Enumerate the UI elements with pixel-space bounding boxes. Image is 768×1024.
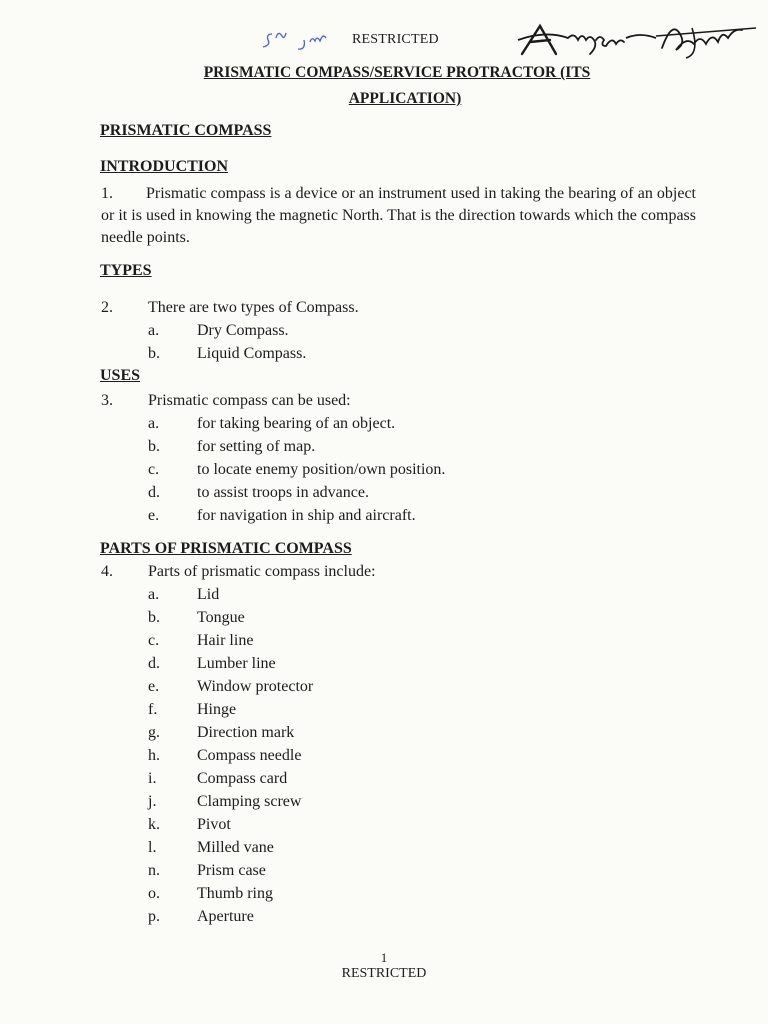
list-item: Pivot <box>197 816 231 833</box>
list-item: Dry Compass. <box>197 322 289 339</box>
list-item: Hair line <box>197 632 254 649</box>
list-item-letter: d. <box>148 484 160 501</box>
list-item-letter: p. <box>148 908 160 925</box>
list-item: Milled vane <box>197 839 274 856</box>
classification-header: RESTRICTED <box>352 32 439 47</box>
list-item-letter: e. <box>148 507 160 524</box>
parts-lead: Parts of prismatic compass include: <box>148 563 376 580</box>
list-item-letter: c. <box>148 632 160 649</box>
list-item-letter: a. <box>148 322 160 339</box>
list-item-letter: g. <box>148 724 160 741</box>
list-item: for setting of map. <box>197 438 316 455</box>
handwritten-annotation <box>262 24 342 54</box>
list-item-letter: d. <box>148 655 160 672</box>
list-item-letter: e. <box>148 678 160 695</box>
paragraph-number: 4. <box>101 563 113 580</box>
parts-heading: PARTS OF PRISMATIC COMPASS <box>100 540 352 557</box>
uses-heading: USES <box>100 367 141 384</box>
signature <box>516 18 766 68</box>
uses-lead: Prismatic compass can be used: <box>148 392 351 409</box>
list-item: Hinge <box>197 701 237 718</box>
list-item-letter: a. <box>148 586 160 603</box>
list-item-letter: f. <box>148 701 158 718</box>
list-item: Aperture <box>197 908 254 925</box>
list-item: to locate enemy position/own position. <box>197 461 446 478</box>
list-item-letter: b. <box>148 438 160 455</box>
list-item-letter: b. <box>148 609 160 626</box>
introduction-paragraph <box>101 183 696 249</box>
introduction-heading: INTRODUCTION <box>100 158 229 175</box>
list-item: Clamping screw <box>197 793 302 810</box>
list-item-letter: k. <box>148 816 160 833</box>
paragraph-number: 3. <box>101 392 113 409</box>
list-item: Thumb ring <box>197 885 273 902</box>
list-item: Liquid Compass. <box>197 345 307 362</box>
list-item: Compass needle <box>197 747 302 764</box>
document-title-line-2: APPLICATION) <box>348 90 462 107</box>
list-item-letter: o. <box>148 885 160 902</box>
list-item: Window protector <box>197 678 314 695</box>
list-item: for navigation in ship and aircraft. <box>197 507 416 524</box>
list-item: Direction mark <box>197 724 295 741</box>
list-item: Tongue <box>197 609 245 626</box>
list-item: Lid <box>197 586 220 603</box>
section-heading: PRISMATIC COMPASS <box>100 122 272 139</box>
list-item-letter: c. <box>148 461 160 478</box>
list-item: Compass card <box>197 770 288 787</box>
list-item-letter: h. <box>148 747 160 764</box>
list-item: Lumber line <box>197 655 276 672</box>
page-number: 1 <box>380 950 388 965</box>
list-item: to assist troops in advance. <box>197 484 369 501</box>
types-lead: There are two types of Compass. <box>148 299 359 316</box>
paragraph-number: 2. <box>101 299 113 316</box>
list-item: for taking bearing of an object. <box>197 415 396 432</box>
types-heading: TYPES <box>100 262 152 279</box>
list-item-letter: a. <box>148 415 160 432</box>
list-item-letter: l. <box>148 839 157 856</box>
list-item-letter: n. <box>148 862 160 879</box>
list-item-letter: j. <box>148 793 157 810</box>
introduction-text: Prismatic compass is a device or an instrument used in taking the bearing of an object or it is used in knowing the magnetic North. That is the direction towards which the compass needle points. <box>101 185 696 246</box>
classification-footer: RESTRICTED <box>341 966 427 981</box>
list-item: Prism case <box>197 862 266 879</box>
paragraph-number: 1. <box>101 185 113 202</box>
list-item-letter: b. <box>148 345 160 362</box>
document-title-line-1: PRISMATIC COMPASS/SERVICE PROTRACTOR (ITS <box>203 64 591 81</box>
list-item-letter: i. <box>148 770 157 787</box>
